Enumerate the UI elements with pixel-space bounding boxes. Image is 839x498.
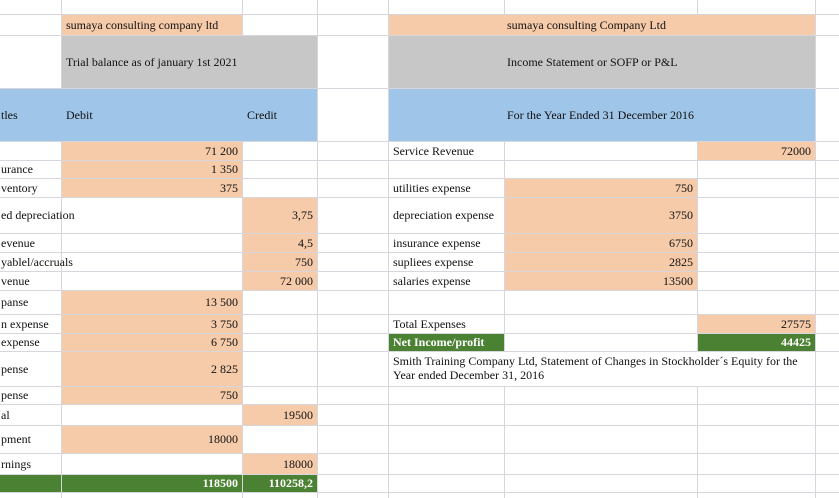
service-revenue-value-cell[interactable] [698, 142, 815, 160]
credit-cell[interactable] [243, 253, 317, 271]
debit-value: 1 350 [211, 162, 238, 177]
account-label: pense [1, 388, 29, 403]
expense-value-cell[interactable] [505, 179, 697, 197]
account-label-cell[interactable] [0, 179, 61, 197]
expense-label: supliees expense [393, 254, 474, 269]
debit-cell[interactable] [62, 387, 242, 404]
grid-line [0, 492, 839, 493]
account-label-cell[interactable] [0, 315, 61, 333]
equity-statement-note-cell[interactable] [389, 352, 815, 386]
column-header-debit[interactable] [62, 89, 242, 141]
expense-value: 6750 [669, 235, 693, 250]
credit-header-label: Credit [247, 107, 277, 122]
income-statement-title-cell[interactable] [389, 36, 815, 88]
expense-label-cell[interactable] [389, 179, 504, 197]
account-label: urance [1, 162, 33, 177]
grid-line [0, 404, 839, 405]
debit-value: 13 500 [205, 295, 238, 310]
account-label: al [1, 407, 10, 422]
debit-cell[interactable] [62, 334, 242, 351]
debit-value: 2 825 [211, 361, 238, 376]
net-income-label-cell[interactable] [389, 334, 504, 351]
income-statement-title: Income Statement or SOFP or P&L [507, 54, 678, 69]
account-label: ed depreciation [1, 208, 75, 223]
debit-cell[interactable] [62, 315, 242, 333]
credit-value: 3,75 [292, 208, 313, 223]
credit-value: 18000 [283, 456, 313, 471]
credit-value: 4,5 [298, 235, 313, 250]
account-label: expense [1, 335, 40, 350]
debit-cell[interactable] [62, 352, 242, 386]
service-revenue-label: Service Revenue [393, 143, 474, 158]
account-label-cell[interactable] [0, 454, 61, 474]
account-label-cell[interactable] [0, 291, 61, 314]
debit-cell[interactable] [62, 291, 242, 314]
account-label-cell[interactable] [0, 387, 61, 404]
net-income-value-cell[interactable] [698, 334, 815, 351]
service-revenue-value: 72000 [781, 143, 811, 158]
column-header-credit[interactable] [243, 89, 317, 141]
debit-cell[interactable] [62, 426, 242, 453]
credit-cell[interactable] [243, 272, 317, 290]
debit-value: 375 [220, 180, 238, 195]
income-statement-company-cell[interactable] [389, 15, 815, 35]
account-label: pment [1, 432, 31, 447]
expense-label-cell[interactable] [389, 198, 504, 233]
total-expenses-value: 27575 [781, 316, 811, 331]
trial-balance-company: sumaya consulting company ltd [66, 17, 219, 32]
account-label: venue [1, 273, 30, 288]
account-label: rnings [1, 456, 31, 471]
income-statement-period: For the Year Ended 31 December 2016 [507, 107, 694, 122]
account-label: ventory [1, 180, 38, 195]
account-label-cell[interactable] [0, 161, 61, 178]
net-income-value: 44425 [781, 335, 811, 350]
equity-statement-note: Smith Training Company Ltd, Statement of Changes in Stockholder´s Equity for the Year ended December 31, 2016 [393, 354, 798, 383]
debit-value: 71 200 [205, 143, 238, 158]
account-label-cell[interactable] [0, 253, 242, 271]
service-revenue-label-cell[interactable] [389, 142, 504, 160]
debit-cell[interactable] [62, 142, 242, 160]
column-header-titles[interactable] [0, 89, 61, 141]
grid-line [317, 0, 318, 498]
grid-line [0, 453, 839, 454]
expense-value: 3750 [669, 208, 693, 223]
expense-label: depreciation expense [393, 208, 494, 223]
credit-value: 750 [295, 254, 313, 269]
total-expenses-label: Total Expenses [393, 316, 466, 331]
expense-label: salaries expense [393, 273, 471, 288]
total-label-cell[interactable] [0, 475, 61, 492]
debit-value: 6 750 [211, 335, 238, 350]
account-label-cell[interactable] [0, 198, 242, 233]
debit-value: 3 750 [211, 316, 238, 331]
account-label-cell[interactable] [0, 334, 61, 351]
trial-balance-title: Trial balance as of january 1st 2021 [66, 54, 238, 69]
account-label-cell[interactable] [0, 234, 61, 252]
debit-cell[interactable] [62, 179, 242, 197]
expense-value-cell[interactable] [505, 198, 697, 233]
total-expenses-value-cell[interactable] [698, 315, 815, 333]
expense-label-cell[interactable] [389, 272, 504, 290]
account-label-cell[interactable] [0, 352, 61, 386]
net-income-label: Net Income/profit [393, 335, 485, 350]
total-credit-cell[interactable] [243, 475, 317, 492]
expense-value: 13500 [663, 273, 693, 288]
account-label: yablel/accruals [1, 254, 73, 269]
debit-cell[interactable] [62, 161, 242, 178]
credit-value: 72 000 [280, 273, 313, 288]
credit-cell[interactable] [243, 454, 317, 474]
trial-balance-company-cell[interactable] [62, 15, 242, 35]
credit-cell[interactable] [243, 234, 317, 252]
expense-label-cell[interactable] [389, 234, 504, 252]
expense-label-cell[interactable] [389, 253, 504, 271]
expense-label: insurance expense [393, 235, 481, 250]
total-credit-value: 110258,2 [268, 476, 313, 491]
account-label: pense [1, 361, 29, 376]
total-debit-value: 118500 [202, 476, 238, 491]
debit-header-label: Debit [66, 107, 93, 122]
account-label-cell[interactable] [0, 426, 61, 453]
account-label: panse [1, 295, 29, 310]
trial-balance-title-cell[interactable] [62, 36, 317, 88]
total-expenses-label-cell[interactable] [389, 315, 504, 333]
income-statement-period-cell[interactable] [389, 89, 815, 141]
expense-value-cell[interactable] [505, 234, 697, 252]
expense-value: 750 [675, 180, 693, 195]
expense-value: 2825 [669, 254, 693, 269]
expense-value-cell[interactable] [505, 253, 697, 271]
account-label-cell[interactable] [0, 405, 61, 425]
debit-value: 18000 [208, 432, 238, 447]
titles-header-label: tles [1, 107, 18, 122]
expense-label: utilities expense [393, 180, 471, 195]
account-label: n expense [1, 316, 49, 331]
income-statement-company: sumaya consulting Company Ltd [507, 17, 666, 32]
grid-line [815, 0, 816, 498]
expense-value-cell[interactable] [505, 272, 697, 290]
account-label-cell[interactable] [0, 272, 61, 290]
account-label: evenue [1, 235, 35, 250]
credit-cell[interactable] [243, 405, 317, 425]
debit-value: 750 [220, 388, 238, 403]
credit-value: 19500 [283, 407, 313, 422]
credit-cell[interactable] [243, 198, 317, 233]
total-debit-cell[interactable] [62, 475, 242, 492]
